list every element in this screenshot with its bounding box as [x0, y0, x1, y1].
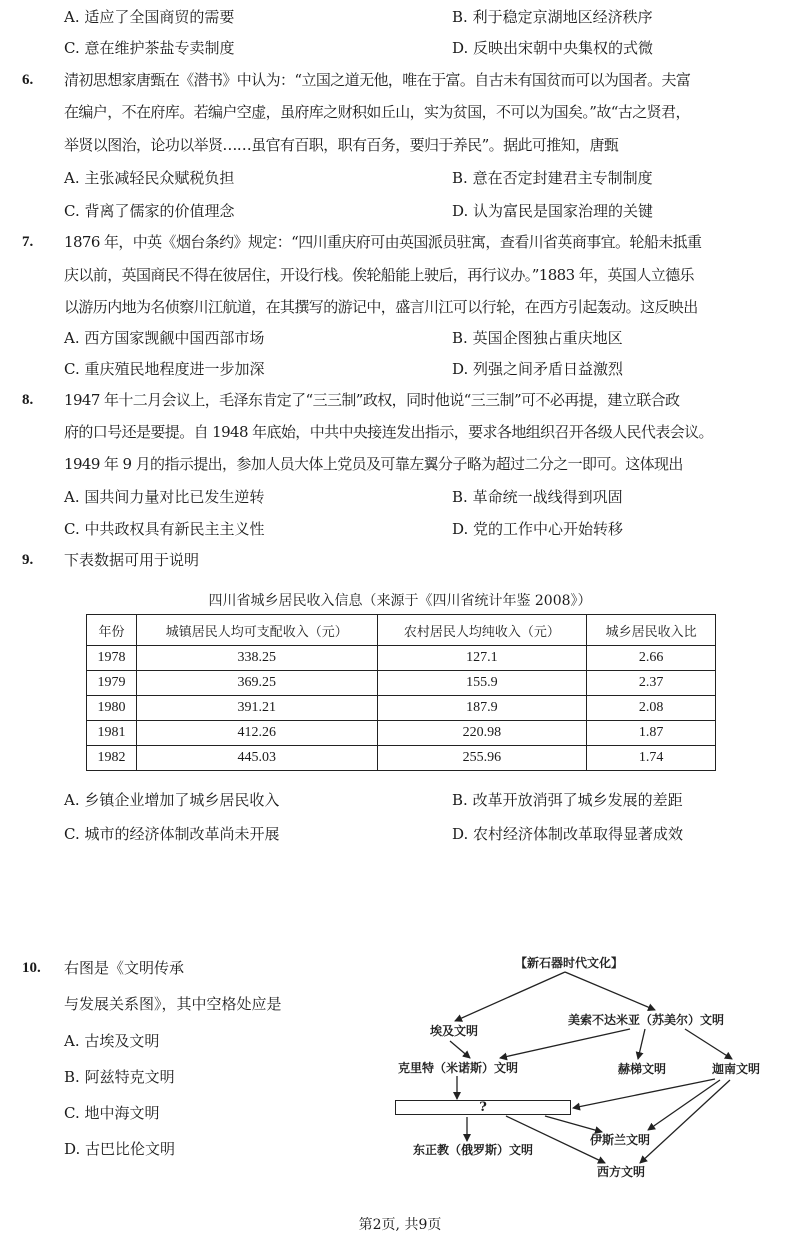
column-header: 年份 — [87, 615, 137, 646]
option-label: A. — [64, 1032, 80, 1050]
option-label: B. — [452, 8, 468, 26]
page-footer: 第2页, 共9页 — [358, 1217, 442, 1233]
option-label: B. — [452, 169, 468, 187]
q5-option-d — [452, 38, 653, 58]
option-text: 意在否定封建君主专制制度 — [472, 169, 653, 187]
q6-stem-line-1: 清初思想家唐甄在《潜书》中认为：“立国之道无他，唯在于富。自古未有国贫而可以为国者。夫富 — [64, 71, 691, 89]
option-text: 中共政权具有新民主主义性 — [84, 520, 265, 538]
diagram-node-orthodox: 东正教（俄罗斯）文明 — [413, 1143, 534, 1157]
table-row — [87, 696, 716, 721]
q10-option-b — [64, 1067, 175, 1087]
option-text: 英国企图独占重庆地区 — [472, 329, 623, 347]
table-cell: 1.74 — [587, 746, 716, 771]
q7-option-c — [64, 359, 265, 379]
table-cell: 220.98 — [377, 721, 587, 746]
table-cell: 338.25 — [136, 646, 377, 671]
option-label: D. — [452, 202, 469, 220]
option-label: C. — [64, 1104, 80, 1122]
table-cell: 127.1 — [377, 646, 587, 671]
q10-option-a — [64, 1031, 159, 1051]
table-cell: 187.9 — [377, 696, 587, 721]
option-text: 古巴比伦文明 — [85, 1140, 176, 1158]
question-number: 9. — [22, 552, 34, 568]
q7-option-b — [452, 328, 623, 348]
arrow-egypt-to-crete — [450, 1041, 470, 1058]
table-cell: 445.03 — [136, 746, 377, 771]
option-text: 重庆殖民地程度进一步加深 — [84, 360, 265, 378]
table-cell: 412.26 — [136, 721, 377, 746]
option-text: 古埃及文明 — [84, 1032, 160, 1050]
arrow-blank-to-islam — [545, 1116, 602, 1132]
table-row — [87, 646, 716, 671]
q6-stem-line-3: 举贤以图治，论功以举贤……虽官有百职，职有百务，要归于养民”。据此可推知，唐甄 — [64, 136, 619, 154]
table-cell: 1978 — [87, 646, 137, 671]
option-text: 城市的经济体制改革尚未开展 — [84, 825, 280, 843]
option-text: 阿兹特克文明 — [84, 1068, 175, 1086]
q5-option-a — [64, 7, 234, 27]
table-cell: 391.21 — [136, 696, 377, 721]
question-number: 7. — [22, 234, 34, 250]
question-number: 8. — [22, 392, 34, 408]
option-label: C. — [64, 360, 80, 378]
q7-option-d — [452, 359, 623, 379]
arrow-root-to-mesopotamia — [565, 972, 655, 1010]
table-cell: 1980 — [87, 696, 137, 721]
arrow-root-to-egypt — [455, 972, 565, 1021]
arrow-mesopotamia-to-canaan — [685, 1029, 732, 1059]
option-label: D. — [64, 1140, 81, 1158]
option-label: A. — [64, 791, 80, 809]
option-text: 主张减轻民众赋税负担 — [84, 169, 235, 187]
table-cell: 155.9 — [377, 671, 587, 696]
table-cell: 255.96 — [377, 746, 587, 771]
q9-option-c — [64, 824, 280, 844]
q8-stem-line-3: 1949 年 9 月的指示提出，参加人员大体上党员及可靠左翼分子略为超过二分之一即可。这体现出 — [64, 455, 683, 473]
q7-stem-line-2: 庆以前，英国商民不得在彼居住，开设行栈。俟轮船能上驶后，再行议办。”1883 年，英国人立德乐 — [64, 266, 694, 284]
option-label: B. — [452, 488, 468, 506]
option-label: D. — [452, 39, 469, 57]
table-cell: 1979 — [87, 671, 137, 696]
option-text: 地中海文明 — [84, 1104, 160, 1122]
option-text: 认为富民是国家治理的关键 — [473, 202, 654, 220]
option-label: D. — [452, 360, 469, 378]
option-label: C. — [64, 825, 80, 843]
diagram-node-mesopotamia: 美索不达米亚（苏美尔）文明 — [568, 1013, 725, 1027]
option-text: 适应了全国商贸的需要 — [84, 8, 235, 26]
q5-option-b — [452, 7, 653, 27]
q10-stem-line-1: 右图是《文明传承 — [64, 959, 185, 977]
table-cell: 1981 — [87, 721, 137, 746]
arrow-canaan-to-western — [640, 1080, 730, 1163]
option-text: 意在维护茶盐专卖制度 — [84, 39, 235, 57]
arrow-canaan-to-blank — [573, 1079, 715, 1108]
table-cell: 1.87 — [587, 721, 716, 746]
option-text: 西方国家觊觎中国西部市场 — [84, 329, 265, 347]
q6-option-a — [64, 168, 234, 188]
q6-stem-line-2: 在编户，不在府库。若编户空虚，虽府库之财积如丘山，实为贫国，不可以为国矣。”故“古之贤君， — [64, 103, 690, 121]
q9-stem: 下表数据可用于说明 — [64, 551, 200, 569]
q10-option-c — [64, 1103, 160, 1123]
option-text: 国共间力量对比已发生逆转 — [84, 488, 265, 506]
column-header: 农村居民人均纯收入（元） — [377, 615, 587, 646]
diagram-node-islam: 伊斯兰文明 — [590, 1133, 651, 1147]
q6-option-c — [64, 201, 235, 221]
table-row — [87, 721, 716, 746]
q7-option-a — [64, 328, 264, 348]
option-label: D. — [452, 825, 469, 843]
table-cell: 1982 — [87, 746, 137, 771]
q8-option-c — [64, 519, 265, 539]
arrow-mesopotamia-to-hittite — [638, 1029, 645, 1059]
option-text: 乡镇企业增加了城乡居民收入 — [84, 791, 280, 809]
diagram-blank-box: ? — [395, 1100, 571, 1115]
table-row — [87, 746, 716, 771]
arrow-canaan-to-islam — [648, 1080, 720, 1130]
q9-option-a — [64, 790, 279, 810]
option-label: D. — [452, 520, 469, 538]
q7-stem-line-3: 以游历内地为名侦察川江航道，在其撰写的游记中，盛言川江可以行轮，在西方引起轰动。这反映出 — [64, 298, 698, 316]
column-header: 城乡居民收入比 — [587, 615, 716, 646]
option-label: C. — [64, 39, 80, 57]
q5-option-c — [64, 38, 235, 58]
option-label: B. — [64, 1068, 80, 1086]
table-cell: 2.66 — [587, 646, 716, 671]
income-table — [86, 614, 716, 771]
question-number: 10. — [22, 960, 41, 976]
table-row — [87, 671, 716, 696]
option-label: C. — [64, 202, 80, 220]
option-label: A. — [64, 8, 80, 26]
option-text: 农村经济体制改革取得显著成效 — [473, 825, 684, 843]
q9-option-b — [452, 790, 683, 810]
q8-stem-line-2: 府的口号还是要提。自 1948 年底始，中共中央接连发出指示，要求各地组织召开各级人民代表会议。 — [64, 423, 713, 441]
q8-option-d — [452, 519, 623, 539]
option-text: 党的工作中心开始转移 — [473, 520, 624, 538]
option-text: 反映出宋朝中央集权的式微 — [473, 39, 654, 57]
arrow-mesopotamia-to-crete — [500, 1029, 630, 1058]
table-caption: 四川省城乡居民收入信息（来源于《四川省统计年鉴 2008》） — [208, 593, 592, 609]
question-number: 6. — [22, 72, 34, 88]
option-text: 革命统一战线得到巩固 — [472, 488, 623, 506]
q8-option-b — [452, 487, 623, 507]
q10-stem-line-2: 与发展关系图》，其中空格处应是 — [64, 995, 282, 1013]
table-cell: 2.37 — [587, 671, 716, 696]
q8-stem-line-1: 1947 年十二月会议上，毛泽东肯定了“三三制”政权，同时他说“三三制”可不必再提，建立联合政 — [64, 391, 680, 409]
q8-option-a — [64, 487, 264, 507]
option-label: A. — [64, 488, 80, 506]
diagram-node-canaan: 迦南文明 — [712, 1062, 761, 1076]
diagram-node-crete: 克里特（米诺斯）文明 — [398, 1061, 519, 1075]
q6-option-b — [452, 168, 653, 188]
table-cell: 2.08 — [587, 696, 716, 721]
q6-option-d — [452, 201, 653, 221]
table-header-row — [87, 615, 716, 646]
diagram-node-western: 西方文明 — [597, 1165, 646, 1179]
option-label: B. — [452, 329, 468, 347]
option-text: 利于稳定京湖地区经济秩序 — [472, 8, 653, 26]
option-text: 列强之间矛盾日益激烈 — [473, 360, 624, 378]
option-text: 背离了儒家的价值理念 — [84, 202, 235, 220]
option-text: 改革开放消弭了城乡发展的差距 — [472, 791, 683, 809]
q9-option-d — [452, 824, 683, 844]
column-header: 城镇居民人均可支配收入（元） — [136, 615, 377, 646]
q10-option-d — [64, 1139, 175, 1159]
diagram-node-hittite: 赫梯文明 — [618, 1062, 667, 1076]
option-label: B. — [452, 791, 468, 809]
table-cell: 369.25 — [136, 671, 377, 696]
option-label: A. — [64, 169, 80, 187]
q7-stem-line-1: 1876 年，中英《烟台条约》规定：“四川重庆府可由英国派员驻寓，查看川省英商事宜。轮船未抵重 — [64, 233, 702, 251]
option-label: C. — [64, 520, 80, 538]
diagram-node-root: 【新石器时代文化】 — [515, 956, 624, 970]
option-label: A. — [64, 329, 80, 347]
diagram-node-egypt: 埃及文明 — [430, 1024, 479, 1038]
